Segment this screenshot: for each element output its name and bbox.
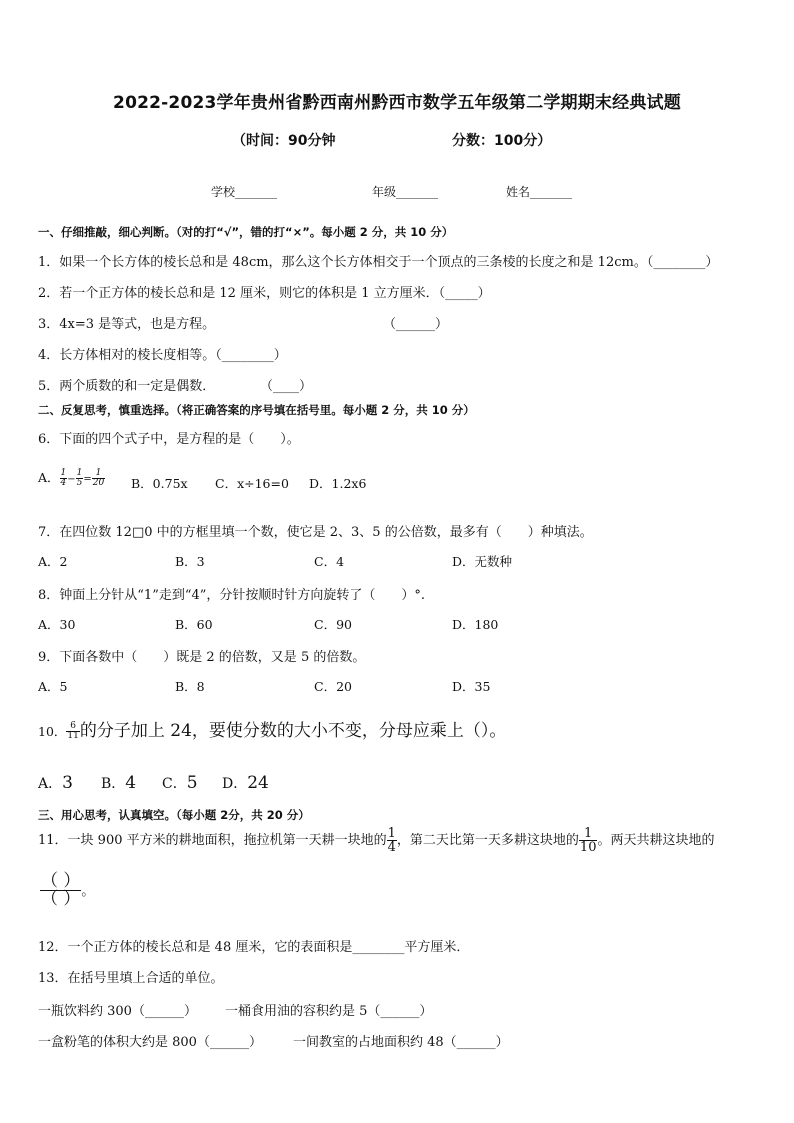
section-2-heading: 二、反复思考，慎重选择。（将正确答案的序号填在括号里。每小题 2 分，共 10 分） <box>38 403 475 417</box>
question-2: 2．若一个正方体的棱长总和是 12 厘米，则它的体积是 1 立方厘米．（_____） <box>38 286 491 301</box>
section-3-heading: 三、用心思考，认真填空。（每小题 2分，共 20 分） <box>38 808 310 822</box>
question-9-option-d: D．35 <box>452 679 491 694</box>
school-field: 学校_______ <box>211 185 278 199</box>
question-6-option-d: D．1.2x6 <box>309 476 367 491</box>
question-5-blank: （____） <box>260 379 313 394</box>
question-3: 3．4x=3 是等式，也是方程。 <box>38 317 216 332</box>
fraction: $\frac{1}{5}$ <box>76 468 83 488</box>
question-11: 11．一块 900 平方米的耕地面积，拖拉机第一天耕一块地的 $\frac{1}{4}$ ，第二天比第一天多耕这块地的 $\frac{1}{10}$ 。两天共耕这块地的 <box>38 826 715 855</box>
question-6: 6．下面的四个式子中，是方程的是（ ）。 <box>38 432 300 447</box>
fraction: $\frac{1}{4}$ <box>387 826 396 855</box>
question-8-option-b: B．60 <box>175 617 213 632</box>
question-7-option-d: D．无数种 <box>452 554 513 569</box>
fraction: $\frac{6}{11}$ <box>67 721 79 741</box>
question-9-option-b: B．8 <box>175 679 205 694</box>
question-12: 12．一个正方体的棱长总和是 48 厘米，它的表面积是________平方厘米． <box>38 940 470 955</box>
grade-field: 年级_______ <box>372 185 439 199</box>
question-9-option-c: C．20 <box>314 679 352 694</box>
question-10-option-c: C．5 <box>162 773 198 793</box>
name-field: 姓名_______ <box>506 185 573 199</box>
exam-time: （时间：90分钟 <box>232 133 336 149</box>
question-10-option-a: A．3 <box>38 773 73 793</box>
question-13-item-2: 一桶食用油的容积约是 5（______） <box>225 1004 433 1019</box>
question-8: 8．钟面上分针从“1”走到“4”，分针按顺时针方向旋转了（ ）°. <box>38 588 426 603</box>
section-1-heading: 一、仔细推敲，细心判断。（对的打“√”，错的打“×”。每小题 2 分，共 10 分） <box>38 225 454 239</box>
question-7-option-c: C．4 <box>314 554 345 569</box>
question-13-item-3: 一盒粉笔的体积大约是 800（______） <box>38 1035 262 1050</box>
answer-fraction: $\frac{( )}{( )}$ <box>41 871 81 909</box>
question-13: 13．在括号里填上合适的单位。 <box>38 971 224 986</box>
question-13-item-4: 一间教室的占地面积约 48（______） <box>293 1035 509 1050</box>
question-10-option-d: D．24 <box>222 773 269 793</box>
page-title: 2022-2023学年贵州省黔西南州黔西市数学五年级第二学期期末经典试题 <box>113 93 681 113</box>
question-13-item-1: 一瓶饮料约 300（______） <box>38 1004 197 1019</box>
question-3-blank: （______） <box>383 317 449 332</box>
question-9-option-a: A．5 <box>38 679 68 694</box>
question-6-option-a: A． $\frac{1}{4}$ − $\frac{1}{5}$ = $\frac{1}{20}$ <box>38 468 105 488</box>
question-5: 5．两个质数的和一定是偶数． <box>38 379 216 394</box>
question-8-option-a: A．30 <box>38 617 76 632</box>
exam-score: 分数：100分） <box>452 133 552 149</box>
fraction: $\frac{1}{20}$ <box>92 468 105 488</box>
question-1: 1．如果一个长方体的棱长总和是 48cm，那么这个长方体相交于一个顶点的三条棱的长度之和是 12cm。（________） <box>38 255 719 270</box>
question-9: 9．下面各数中（ ）既是 2 的倍数，又是 5 的倍数。 <box>38 650 366 665</box>
question-6-option-c: C．x÷16=0 <box>215 476 289 491</box>
fraction: $\frac{1}{4}$ <box>60 468 67 488</box>
question-4: 4．长方体相对的棱长度相等。（________） <box>38 348 287 363</box>
question-7-option-a: A．2 <box>38 554 68 569</box>
question-7: 7．在四位数 12□0 中的方框里填一个数，使它是 2、3、5 的公倍数，最多有（ ）种填法。 <box>38 525 593 540</box>
fraction: $\frac{1}{10}$ <box>579 826 597 855</box>
question-7-option-b: B．3 <box>175 554 205 569</box>
question-8-option-d: D．180 <box>452 617 499 632</box>
question-10-option-b: B．4 <box>101 773 137 793</box>
question-6-option-b: B．0.75x <box>131 476 188 491</box>
question-10: 10． $\frac{6}{11}$ 的分子加上 24，要使分数的大小不变，分母应乘上（）。 <box>38 721 507 741</box>
question-8-option-c: C．90 <box>314 617 352 632</box>
question-11-answer: $\frac{( )}{( )}$ 。 <box>41 871 95 909</box>
